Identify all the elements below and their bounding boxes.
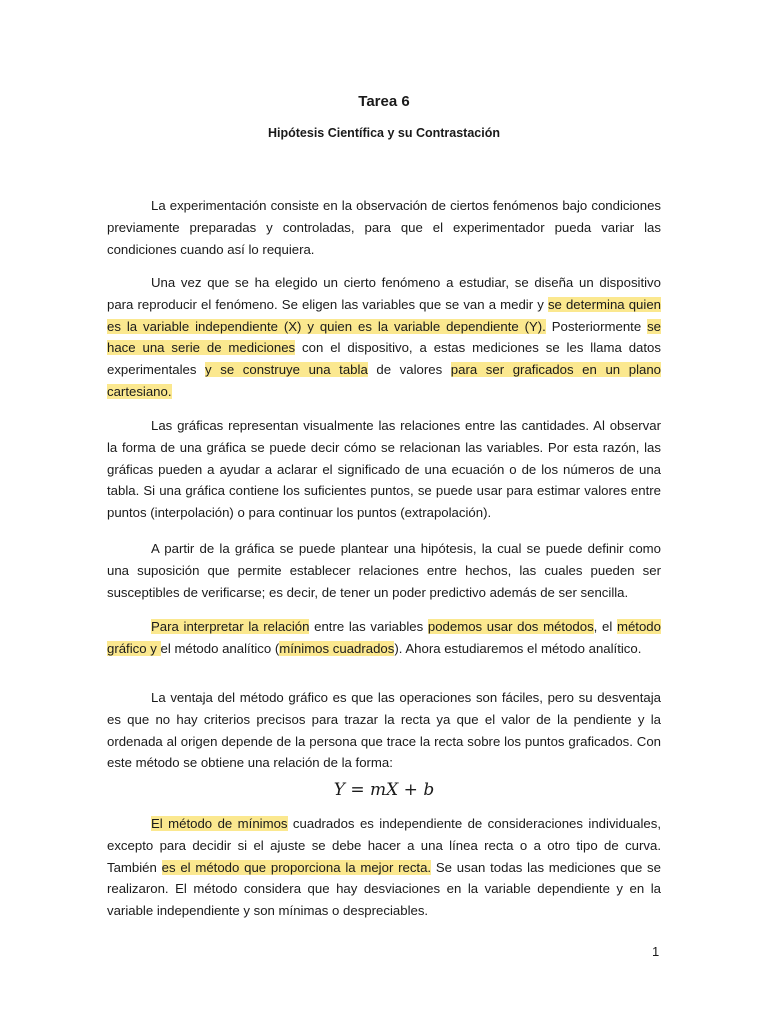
paragraph-5 — [107, 616, 661, 660]
highlighted-text: y se construye una tabla — [205, 362, 368, 378]
formula-x: X — [386, 780, 399, 800]
formula-m: m — [370, 780, 387, 800]
page-number: 1 — [652, 944, 660, 959]
highlighted-text: método gráfico y — [107, 619, 661, 656]
paragraph-text: Posteriormente — [545, 318, 648, 334]
paragraph-text: entre las variables — [309, 619, 428, 634]
paragraph-text: con el dispositivo, a estas mediciones se les llama datos experimentales — [107, 340, 661, 378]
linear-equation — [0, 780, 768, 800]
highlighted-text: podemos usar dos métodos — [427, 619, 594, 634]
formula-equals: = — [344, 780, 371, 800]
paragraph-text: Una vez que se ha elegido un cierto fenómeno a estudiar, se diseña un dispositivo para reproducir el fenómeno. Se eligen las variables que se van a medir y — [107, 275, 661, 312]
formula-plus: + — [398, 780, 424, 800]
paragraph-text: A partir de la gráfica se puede plantear una hipótesis, la cual se puede definir como una suposición que permite establecer relaciones entre hechos, las cuales pueden ser susceptibles de verificarse; es decir, de tener un poder predictivo además de ser sencilla. — [107, 541, 661, 600]
paragraph-text: Las gráficas representan visualmente las relaciones entre las cantidades. Al observar la forma de una gráfica se puede decir cómo se relacionan las variables. Por esta razón, las gráficas pueden a ayudar a aclarar el significado de una ecuación o de los números de una tabla. Si una gráfica contiene los suficientes puntos, se puede usar para estimar valores entre puntos (interpolación) o para continuar los puntos (extrapolación). — [107, 418, 661, 521]
highlighted-text: para ser graficados en un plano cartesiano. — [107, 362, 662, 399]
paragraph-1 — [107, 195, 661, 260]
formula-b: b — [423, 780, 435, 800]
highlighted-text: es el método que proporciona la mejor recta. — [161, 859, 432, 875]
highlighted-text: mínimos cuadrados — [279, 640, 395, 656]
formula-y: Y — [333, 780, 345, 800]
paragraph-7 — [107, 813, 661, 922]
document-title: Tarea 6 — [358, 93, 410, 110]
paragraph-3 — [107, 415, 661, 524]
paragraph-6 — [107, 687, 661, 774]
paragraph-text: el método analítico ( — [160, 640, 280, 656]
paragraph-text: La ventaja del método gráfico es que las operaciones son fáciles, pero su desventaja es que no hay criterios precisos para trazar la recta ya que el valor de la pendiente y la ordenada al origen depende de la persona que trace la recta sobre los puntos graficados. Con este método se obtiene una relación de la forma: — [107, 690, 661, 771]
paragraph-text: La experimentación consiste en la observación de ciertos fenómenos bajo condiciones previamente preparadas y controladas, para que el experimentador pueda variar las condiciones cuando así lo requiera. — [107, 198, 661, 257]
paragraph-text: de valores — [367, 362, 451, 378]
highlighted-text: se hace una serie de mediciones — [107, 318, 662, 356]
highlighted-text: El método de mínimos — [151, 816, 288, 831]
highlighted-text: Para interpretar la relación — [151, 619, 310, 634]
document-subtitle: Hipótesis Científica y su Contrastación — [268, 126, 500, 140]
paragraph-text: cuadrados es independiente de consideraciones individuales, excepto para decidir si el ajuste se debe hacer a una línea recta o a otro tipo de curva. También — [107, 816, 661, 875]
paragraph-text: Se usan todas las mediciones que se realizaron. El método considera que hay desviaciones en la variable dependiente y en la variable independiente y son mínimas o despreciables. — [107, 859, 661, 919]
highlighted-text: se determina quien es la variable independiente (X) y quien es la variable dependiente (Y). — [107, 296, 661, 334]
paragraph-2 — [107, 272, 661, 403]
paragraph-text: ). Ahora estudiaremos el método analítico. — [394, 640, 642, 656]
paragraph-text: , el — [593, 619, 617, 634]
paragraph-4 — [107, 538, 661, 603]
